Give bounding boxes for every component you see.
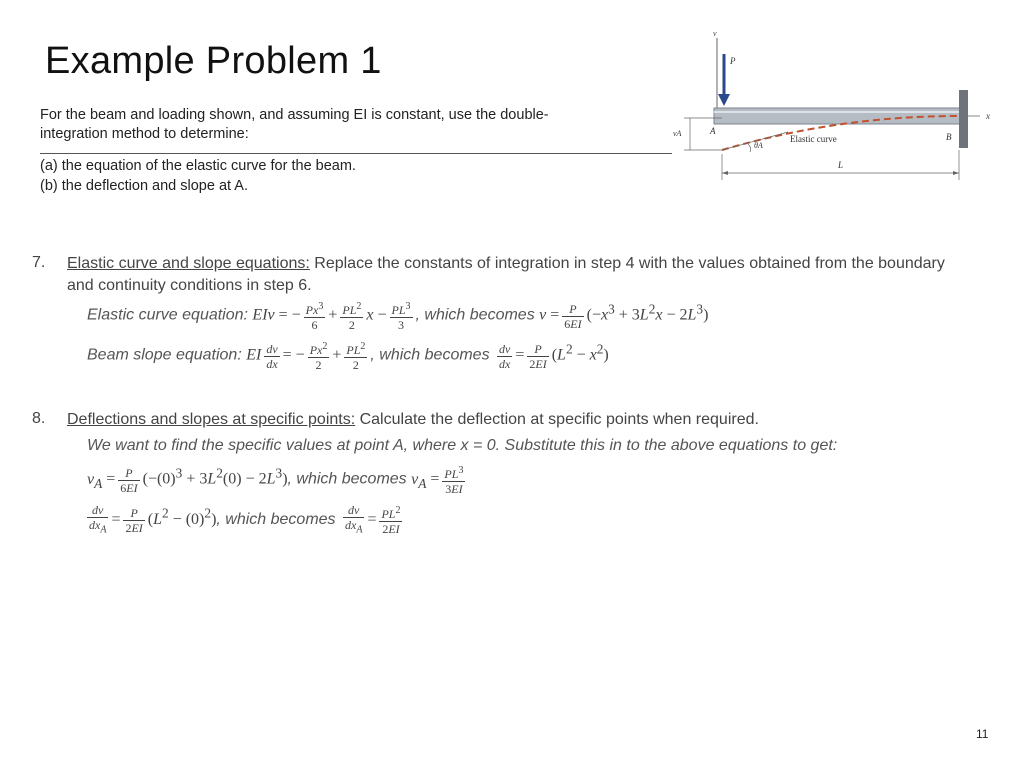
step-7-text — [67, 253, 967, 297]
divider-line — [40, 153, 672, 154]
load-label: P — [730, 56, 736, 66]
step-7-body: Replace the constants of integration in step 4 with the values obtained from the boundary and continuity conditions in step 6. — [67, 255, 945, 294]
point-b-label: B — [946, 132, 952, 142]
fixed-support — [959, 90, 968, 148]
elastic-curve-which: , which becomes — [415, 306, 540, 324]
length-label: L — [838, 160, 844, 170]
part-a: (a) the equation of the elastic curve for the beam. — [40, 158, 356, 174]
x-axis-label: x — [986, 111, 990, 121]
deflection-at-a-equation: $v_A$ = $\frac{P}{6EI}$ $(-(0)^3 + 3L^2(0) - 2L^3)$, which becomes $v_A$ = $\frac{PL^3}{3EI}$ — [87, 465, 464, 496]
elastic-curve-equation: Elastic curve equation: EIv = − $\frac{Px^3}{6}$ + $\frac{PL^2}{2}$ x − $\frac{PL^3}{3}$ , which becomes v = $\frac{P}{6EI}$ $(-x^3 + 3L^2x - 2L^3)$ — [87, 301, 709, 332]
step-8-number: 8. — [32, 410, 46, 427]
slope-at-a-which: , which becomes — [216, 510, 340, 528]
slope-eq-label: Beam slope equation: — [87, 346, 247, 364]
elastic-curve-label: Elastic curve — [790, 134, 837, 144]
deflection-which: , which becomes — [287, 470, 412, 488]
slope-equation: Beam slope equation: EI $\frac{dv}{dx}$ = − $\frac{Px^2}{2}$ + $\frac{PL^2}{2}$ , which becomes $\frac{dv}{dx}$ = $\frac{P}{2EI}$ $(L^2 - x^2)$ — [87, 341, 609, 372]
page-number: 11 — [976, 727, 989, 741]
v-axis-label: v — [713, 29, 717, 38]
load-arrow-head — [718, 94, 730, 106]
elastic-curve-eq-label: Elastic curve equation: — [87, 306, 253, 324]
point-a-label: A — [710, 126, 716, 136]
step-8-heading: Deflections and slopes at specific points: — [67, 411, 356, 428]
step-7-number: 7. — [32, 254, 46, 271]
step-8-note: We want to find the specific values at point A, where x = 0. Substitute this in to the above equations to get: — [87, 437, 838, 454]
slope-at-a-equation: $\frac{dv}{dx_A}$ = $\frac{P}{2EI}$ $(L^2 - (0)^2)$, which becomes $\frac{dv}{dx_A}$ = $\frac{PL^2}{2EI}$ — [89, 503, 401, 537]
slope-angle-label: θA — [754, 141, 763, 150]
problem-parts — [40, 156, 356, 196]
part-b: (b) the deflection and slope at A. — [40, 178, 248, 194]
slide-title: Example Problem 1 — [45, 40, 382, 82]
beam-figure — [668, 28, 998, 188]
deflection-label: vA — [673, 129, 682, 138]
problem-intro: For the beam and loading shown, and assuming EI is constant, use the double-integration method to determine: — [40, 107, 549, 142]
step-8-body: Calculate the deflection at specific points when required. — [355, 411, 759, 428]
step-7-heading: Elastic curve and slope equations: — [67, 255, 310, 272]
step-8-text — [67, 409, 967, 431]
slope-which: , which becomes — [370, 346, 495, 364]
